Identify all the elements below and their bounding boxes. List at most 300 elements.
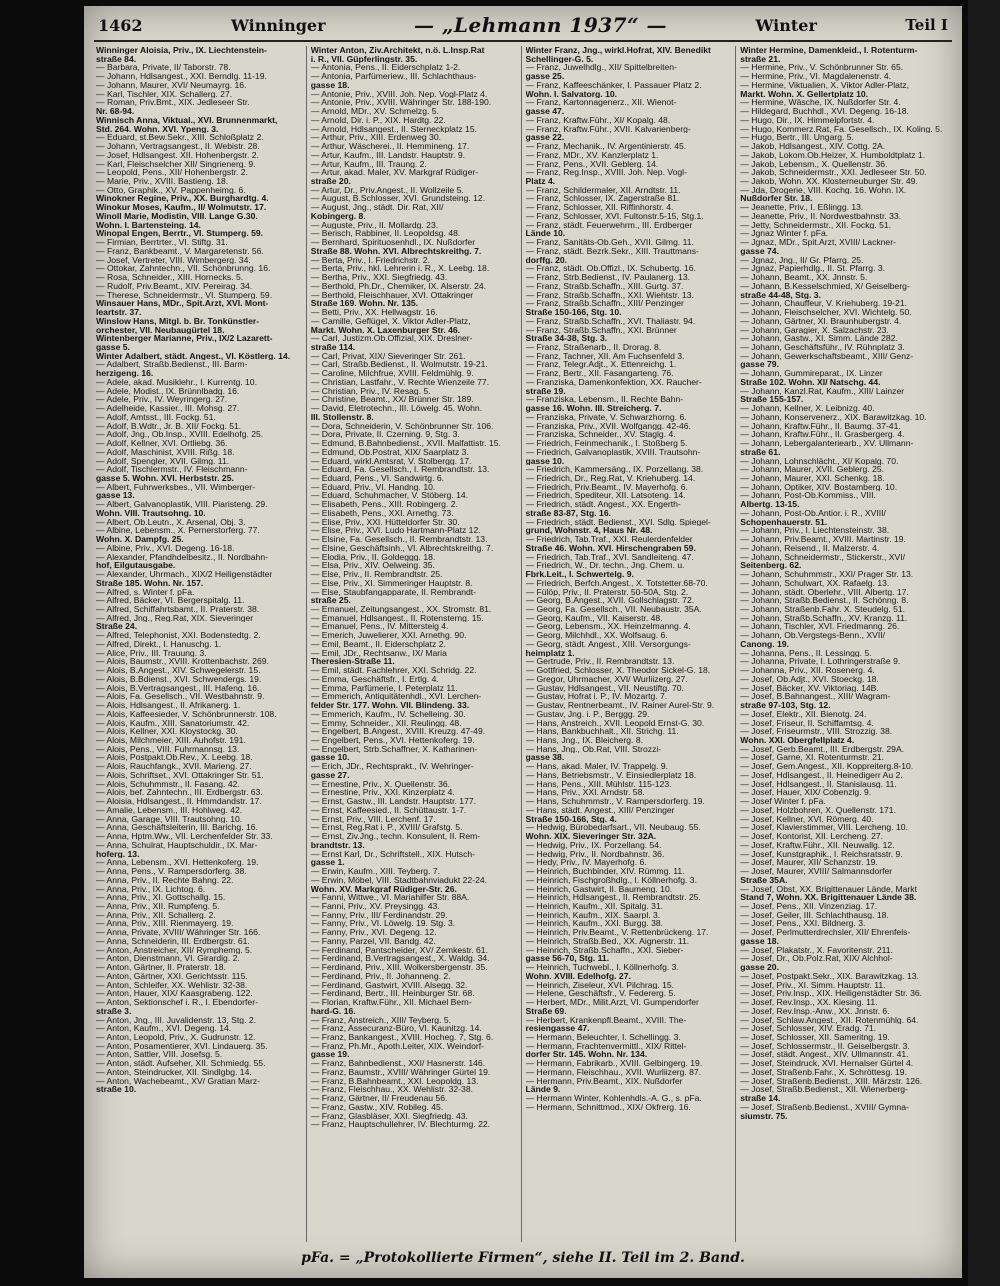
directory-entry-line: Wohn. I. Bartensteing. 14. [96, 220, 201, 230]
directory-entry-line: — Arnold, MDr., XV. Schmelzg. 5. [310, 107, 439, 116]
directory-entry-line: hof, Eilgutausgabe. [96, 561, 176, 571]
directory-entry-line: Wohn. I. Salvatorg. 10. [525, 89, 618, 99]
directory-entry-line: gasse 5. [96, 342, 130, 352]
directory-entry-line: — Josef, Maurer, XVIII/ Salmannsdorfer [740, 867, 893, 876]
directory-entry-line: — Alois, Rauchfangk., XVII. Marieng. 27. [96, 762, 252, 771]
directory-entry-line: — Ferdinand, Gastwirt, XVIII. Alsegg. 32. [310, 980, 468, 990]
directory-entry-line: — Alfred, Direkt., I. Hanuschg. 1. [96, 639, 222, 649]
directory-entry-line: gasse 10. [310, 753, 350, 763]
directory-entry-line: — Friedrich, Dr., Reg.Rat, V. Kriehuberg. 14. [525, 473, 696, 483]
directory-entry-line: — Caroline, Milchfrue, XVIII. Feldmühlg. 9. [310, 369, 474, 378]
directory-entry-line: Markt. Wohn. X. Gellertplatz 10. [740, 89, 869, 99]
directory-entry-line: — Josef, Kraftw.Führ., XII. Neuwallg. 12. [740, 840, 895, 850]
directory-entry-line: — Fanny, Parzel, VII. Bandg. 42. [310, 936, 436, 946]
directory-entry-line: — Anna, Garage, VIII. Trautsohng. 10. [96, 814, 243, 824]
directory-entry-line: — Franz, Bankangest., XVIII. Hocheg. 7, Stg. 6. [310, 1032, 494, 1042]
directory-entry-line: gasse 27. [310, 770, 350, 780]
directory-entry-line: Std. 264. Wohn. XVI. Ypeng. 3. [96, 124, 219, 134]
directory-entry-line: — Josef, Schlosser, XIV. Eradg. 71. [740, 1024, 877, 1033]
directory-entry-line: — Johann, Priv., I. Liechtensteinstr. 38. [740, 526, 890, 536]
directory-entry-line: — Franz, B.Bahnbeamt., XXI. Leopoldg. 13. [310, 1076, 479, 1086]
directory-entry-line: — Roman, Priv.Bmt., XIX. Jedleseer Str. [96, 98, 250, 108]
directory-entry-line: — Berthold, Ph.Dr., Chemiker, IX. Alserstr. 24. [310, 281, 487, 291]
directory-entry-line: — Alois, Kaufm., XIII. Sanatoriumstr. 42. [96, 718, 250, 728]
directory-entry-line: — Johanna, Pens., II. Lessingg. 5. [740, 648, 872, 658]
directory-entry-line: — Georg, Fa. Gesellsch., VII. Neubaustr. 35A. [525, 605, 702, 614]
directory-entry-line: — Elisabeth, Pens., XIII. Robingerg. 2. [310, 500, 458, 509]
directory-entry-line: — Franz, städt. Feuerwehrm., III. Erdberger [525, 220, 693, 230]
directory-entry-line: — Jetty, Schneidermstr., XII. Fockg. 51. [740, 220, 892, 230]
directory-entry-line: — Elsine, Geschäftsinh., VI. Albrechtskreithg. 7. [310, 543, 494, 553]
directory-entry-line: Schopenhauerstr. 51. [740, 517, 828, 527]
directory-entry-line: gasse 38. [525, 753, 565, 763]
directory-entry-line: — Betti, Priv., XX. Hellwagstr. 16. [310, 308, 438, 317]
directory-entry-line: — Johann, Gummireparat., IX. Linzer [740, 369, 883, 378]
directory-entry-line: straße 61. [740, 447, 781, 457]
directory-entry-line: — Albine, Lebensm., X. Pernerstorferg. 77. [96, 526, 260, 536]
directory-entry-line: — Anton, Anstreicher, XII/ Rymphemg. 5. [96, 945, 253, 955]
directory-entry-line: — Franz, Schlosser, XVI. Fultonstr.5-15, Stg.1. [525, 211, 704, 221]
directory-entry-line: — Anna, Priv., XII. Schallerg. 2. [96, 910, 216, 920]
directory-entry-line: — Johann, Lebergalanteriearb., XV. Ullmann- [740, 439, 914, 448]
directory-entry-line: — Ernestine, Priv., X. Quellenstr. 36. [310, 779, 451, 789]
directory-entry-line: — Johann, Schulwart, XX. Rafaelg. 13. [740, 578, 890, 588]
directory-entry-line: — Anton, Sattler, VIII. Josefsg. 5. [96, 1050, 223, 1060]
directory-entry-line: — Anton, Steindrucker, XII. Sindlgbg. 14. [96, 1067, 252, 1077]
directory-entry-line: — Karl, Fleischselcher XII/ Singrienerg. 9. [96, 159, 256, 169]
directory-entry-line: — Fülöp, Priv., II. Praterstr. 50-50A, Stg. 2. [525, 587, 689, 597]
directory-entry-line: — Franziska, Damenkonfektion, XX. Raucher- [525, 377, 702, 387]
directory-entry-line: — Josef, Gerb.Beamt., III. Erdbergstr. 29A. [740, 744, 905, 754]
directory-entry-line: — Alfred, Telephonist, XXI. Bodenstedtg. 2. [96, 631, 261, 640]
directory-entry-line: Straße 169. Wohn. Nr. 135. [310, 299, 419, 309]
directory-entry-line: — Engelbert, Strb.Schaffner, X. Katharinen- [310, 744, 478, 754]
directory-entry-line: — Arnold, Hdlsangest., II. Sterneckplatz 15. [310, 124, 477, 134]
directory-entry-line: — Anna, Schulrat, Hauptschuldir., IX. Mar- [96, 840, 258, 850]
directory-entry-line: — Johann, Post-Ob.Antior. i. R., XVIII/ [740, 508, 886, 518]
directory-entry-line: — Ferdinand, Priv., XIII. Wolkersbergenstr. 35. [310, 963, 488, 972]
directory-entry-line: — Gertrude, Priv., II. Rembrandtstr. 13. [525, 657, 675, 667]
directory-entry-line: — Johanna, Priv., XII. Rosenerg. 4. [740, 666, 875, 675]
directory-entry-line: — Adolf, Jng., Ob.Insp., XVIII. Edelhofg. 25. [96, 430, 264, 440]
directory-entry-line: — Therese, Schneidermstr., VI. Stumperg. 59. [96, 290, 273, 300]
directory-entry-line: — Franz, Bahnbedienst., XXI/ Hasnerstr. 146. [310, 1059, 486, 1068]
directory-entry-line: — Anton, Schleifer, XX. Wehlistr. 32-38. [96, 980, 248, 990]
directory-entry-line: — Emanuel, Pens., IV. Mittersteig 4. [310, 622, 449, 632]
directory-entry-line: — Rosa, Schneider., XIII. Hornecks. 5. [96, 273, 244, 282]
directory-entry-line: — Adolf, B.Wdtr., Jr. B. XII/ Fockg. 51. [96, 421, 242, 431]
directory-entry-line: Albertg. 13-15. [740, 500, 800, 509]
directory-entry-line: — Friedrich, Kammersäng., IX. Porzellang. 38. [525, 465, 704, 474]
directory-entry-line: — Alois, Baumstr., XVIII. Krottenbachstr. 269. [96, 657, 269, 667]
directory-entry-line: — Alois, Milchmeier, XIII. Auhofstr. 191. [96, 736, 246, 745]
directory-entry-line: Fbrk.Leit., I. Schwertelg. 9. [525, 570, 634, 579]
directory-entry-line: — Adolf, Kellner, XVI. Ortliebg. 36. [96, 439, 228, 448]
directory-entry-line: — Jgnaz, MDr., Spit.Arzt, XVIII/ Lackner- [740, 238, 896, 247]
directory-entry-line: — Johann, Schuhmmstr., XXI/ Prager Str. 13. [740, 570, 914, 579]
directory-entry-line: — Ottokar, Zahntechn., VII. Schönbrunng. 16. [96, 264, 271, 274]
directory-entry-line: — Johann, Straßenb.Fahr. X. Steudelg. 51. [740, 605, 906, 614]
directory-entry-line: — Franz, Kraftw.Führ., XVII. Kalvarienberg- [525, 124, 691, 134]
directory-entry-line: — Else, Priv., XI. Simmeringer Hauptstr. 8. [310, 578, 473, 588]
directory-entry-line: — Adolf, Spengler, XVII. Gilmg. 11. [96, 456, 230, 466]
directory-entry-line: — Friedrich, Galvanoplastik, XVIII. Trautsohn- [525, 447, 701, 457]
directory-entry-line: Nußdorfer Str. 18. [740, 194, 813, 204]
directory-entry-line: — Carl, Privat, XIX/ Sieveringer Str. 261. [310, 351, 466, 361]
directory-entry-line: — Fanny, Priv., III/ Ferdinandstr. 29. [310, 910, 448, 920]
directory-entry-line: — Franz, Gärtner, II/ Freudenau 56. [310, 1094, 448, 1103]
directory-entry-line: — Franz, Schildermaler, XII. Arndtstr. 11. [525, 185, 681, 195]
directory-entry-line: — Josef, Straßenb.Bedienst., XVIII/ Gymna- [740, 1102, 909, 1112]
directory-entry-line: — Engelbert, Pens., XVI. Hettenkoferg. 19. [310, 736, 475, 745]
directory-entry-line: — Jgnaz Winter f. pFa. [740, 229, 829, 239]
directory-entry-line: — Georg, B.Angest., XVII. Gollschlagstr. 72. [525, 596, 695, 605]
directory-entry-line: — Josef, Schlaw.Angest., XII. Rotenmühlg. 64. [740, 1015, 919, 1025]
directory-entry-line: — Eduard, Priv., VI. Handng. 10. [310, 482, 436, 492]
directory-entry-line: — Franziska, Schneider., XV. Staglg. 4. [525, 430, 676, 440]
directory-entry-line: — Ernst, Priv., VIII. Lerchenf. 17. [310, 814, 436, 824]
directory-entry-line: — Friedrich, Tab.Traf., XXI. Reulerdenfelder [525, 535, 693, 544]
directory-entry-line: — Hermine, Priv., VI. Magdalenenstr. 4. [740, 72, 892, 81]
directory-entry-line: straße 114. [310, 342, 356, 352]
directory-entry-line: — Johann, Maurer, XVI/ Neumayrg. 16. [96, 80, 247, 90]
directory-entry-line: — Josef, Steindruck, XVI. Hernalser Gürtel 4. [740, 1059, 914, 1068]
directory-entry-line: — Arthur, Wäscherei., II. Hemmineng. 17. [310, 142, 470, 151]
directory-entry-line: — Adalbert, Straßb.Bedienst., III. Barm- [96, 360, 248, 370]
directory-entry-line: Lände 9. [525, 1085, 561, 1095]
directory-entry-line: — Antonia, Parfümeriew., III. Schlachthaus- [310, 72, 477, 81]
directory-entry-line: — Friedrich, Tab.Traf., XVI. Sandleiteng. 47. [525, 552, 694, 562]
directory-entry-line: — Carl, Straßb.Bedienst., II. Wolmutstr. 19-21. [310, 360, 488, 370]
directory-entry-line: — Johann, Kanzl.Rat, Kaufm., XIII/ Lainzer [740, 386, 905, 396]
directory-entry-line: — Josef Winter f. pFa. [740, 797, 826, 806]
directory-entry-line: — August, Jng., städt. Dir. Rat, XII/ [310, 203, 444, 212]
directory-entry-line: dorfer Str. 145. Wohn. Nr. 134. [525, 1050, 648, 1060]
directory-entry-line: — Ernst, Kaffeesied., II. Schüttaustr. 1-7. [310, 805, 467, 815]
directory-entry-line: — Leopold, Pens., XII/ Hohenbergstr. 2. [96, 168, 248, 178]
directory-entry-line: — Hermann, Frachtenvermittl., XIX/ Rittel- [525, 1041, 687, 1051]
directory-entry-line: — Hermann, Priv.Beamt., XIX. Nußdorfer [525, 1076, 683, 1086]
directory-entry-line: — Hedy, Priv., IV. Mayerhofg. 6. [525, 858, 647, 868]
directory-entry-line: — Johann, Straßb.Bedienst., II. Schönng. 8. [740, 596, 909, 605]
directory-entry-line: — Heinrich, Fischgroßhdlg., I. Köllnerhofg. 3. [525, 875, 697, 885]
directory-entry-line: — Josef, Geiler, III. Schlachthausg. 18. [740, 910, 889, 920]
directory-entry-line: — Josef, Maurer, XII/ Schanzstr. 19. [740, 858, 878, 868]
directory-entry-line: — Ferdinand, Pantscheider, XV/ Zemkestr. 61. [310, 945, 488, 955]
directory-entry-line: — Alfred, s. Winter f. pFa. [96, 587, 195, 597]
directory-entry-line: — Edmund, B.Bahnbedienst., XVII. Malfattistr. 15. [310, 439, 501, 448]
directory-entry-line: siumstr. 75. [740, 1111, 788, 1121]
directory-entry-line: — Johann, Tischler, XVI. Friedmanng. 26. [740, 622, 900, 632]
directory-entry-line: — Georg, städt. Angest., XIII. Versorgungs- [525, 639, 691, 649]
directory-entry-line: Schellinger-G. 5. [525, 54, 594, 64]
directory-entry-line: — Alfred, Jng., Reg.Rat, XIX. Sieveringer [96, 613, 254, 623]
directory-entry-line: — Jgnaz, Jng., II/ Gr. Pfarrg. 25. [740, 255, 864, 265]
directory-entry-line: — Franz, Straßb.Schaffn., XXI. Brünner [525, 325, 677, 335]
directory-entry-line: — Johann, Priv.Beamt., XVIII. Martinstr. 19. [740, 535, 906, 544]
directory-entry-line: Wohn. VIII. Trautsohng. 10. [96, 508, 206, 518]
directory-entry-line: Straße 46. Wohn. XVI. Hirschengraben 59. [525, 543, 696, 553]
directory-entry-line: — Josef, Ob.Adjt., XVI. Stoeckg. 18. [740, 674, 879, 684]
directory-entry-line: — Josef, Kellner, XVI. Römerg. 40. [740, 814, 874, 824]
directory-entry-line: — Hedwig, Priv., IX. Porzellang. 54. [525, 840, 662, 850]
directory-entry-line: Winter Franz, Jng., wirkl.Hofrat, XIV. Benedikt [525, 46, 711, 55]
directory-entry-line: — Franz, Assecuranz-Büro, VI. Kaunitzg. 14. [310, 1024, 482, 1033]
directory-entry-line: — Josef, Kunstgraphik., I. Reichsratsstr. 9. [740, 849, 903, 859]
directory-entry-line: dorffg. 20. [525, 255, 568, 265]
directory-entry-line: Winoll Marie, Modistin, VIII. Lange G.30. [96, 211, 258, 221]
directory-entry-line: — Franz, Straßb.Schaffn., XXI. Wiehtstr. 13. [525, 290, 694, 300]
directory-entry-line: — Erwin, Kaufm., XIII. Teyberg. 7. [310, 867, 441, 876]
directory-entry-line: — Johann, Beamt., XX. Jnnstr. 5. [740, 273, 868, 282]
directory-entry-line: — Georg, Lebensm., XX. Heinzelmanng. 4. [525, 622, 691, 632]
directory-entry-line: — Engelbert, B.Angest., XVIII. Kreuzg. 47-49. [310, 727, 486, 737]
directory-entry-line: Wohn. X. Dampfg. 25. [96, 535, 184, 544]
directory-entry-line: — Else, Priv., II. Rembrandtstr. 25. [310, 570, 443, 579]
directory-entry-line: — Georg, Milchhdl., XX. Wolfsaug. 6. [525, 631, 668, 640]
directory-entry-line: — Artur, Kaufm., III. Traung. 2. [310, 159, 427, 169]
directory-entry-line: — David, Eletrotechn., III. Löwelg. 45. Wohn. [310, 404, 483, 413]
entry-columns [96, 46, 950, 1242]
directory-entry-line: — Hans, Jng., IX. Bleicherg. 8. [525, 736, 644, 745]
directory-entry-line: — Franz, Bankbeamt., V. Margaretenstr. 56. [96, 246, 264, 256]
directory-entry-line: — Johann, Gewerkschaftsbeamt., XIII/ Genz- [740, 351, 914, 361]
directory-entry-line: — Franz, städt. Ob.Offizl., IX. Schubertg. 16. [525, 264, 696, 274]
directory-entry-line: straße 25. [310, 596, 351, 605]
directory-entry-line: — Hans, Anstreich., XVII. Leopold Ernst-G. 30. [525, 718, 705, 728]
directory-entry-line: — Adele, Priv., IV. Weyringerg. 27. [96, 395, 228, 405]
directory-entry-line: — Elisabeth, Pens., XXI. Arnethg. 73. [310, 508, 454, 518]
directory-entry-line: Straße 102. Wohn. XI/ Natschg. 44. [740, 377, 881, 387]
column-3 [526, 46, 737, 1242]
header-rule [94, 40, 952, 42]
directory-entry-line: — Eduard, wirkl.Amtsrat, V. Stolbergg. 17. [310, 456, 472, 466]
directory-entry-line: — Josef, Friseurmstr., VIII. Strozzig. 38. [740, 727, 893, 737]
directory-entry-line: — Josef, Obst, XX. Brigittenauer Lände, Markt [740, 884, 917, 894]
directory-entry-line: — Emil, Beamt., II. Eiderschplatz 2. [310, 639, 446, 649]
directory-entry-line: — Albert, Fuhrwerksbes., VII. Wimberger- [96, 482, 256, 492]
directory-entry-line: — Josef, Bäcker, XV. Viktoriag. 14B. [740, 683, 879, 693]
directory-entry-line: — Adolf, Amtsst., III. Fockg. 51. [96, 412, 216, 422]
directory-entry-line: — Anna, Priv., XIII. Rienmayerg. 19. [96, 919, 234, 929]
directory-entry-line: — Johann, Kraftw.Führ., II. Baumg. 37-41. [740, 421, 901, 431]
directory-entry-line: — Anton, Gärtner, XXI. Gerichtsstr. 115. [96, 971, 248, 981]
directory-entry-line: — Auguste, Priv., II. Mollardg. 23. [310, 220, 439, 230]
directory-entry-line: — Jakob, Wohn. XX. Klosterneuburger Str. 49. [740, 177, 918, 186]
directory-entry-line: — Johann, Geschäftsführ., IV. Rühnplatz 3. [740, 342, 905, 352]
directory-entry-line: — Elodia, Priv., II. Goldeggg. 18. [310, 552, 436, 562]
directory-entry-line: — Georg, Kaufm., VII. Kaiserstr. 48. [525, 613, 663, 623]
directory-entry-line: gasse 18. [740, 936, 779, 946]
directory-entry-line: — Hugo, Dir., IX. Himmelpfortstr. 4. [740, 115, 875, 125]
directory-entry-line: — Eduard, Fa. Gesellsch., I. Rembrandtstr. 13. [310, 465, 490, 474]
directory-entry-line: — Fanny, Priv., VI. Löwelg. 19. Stg. 3. [310, 919, 456, 929]
directory-entry-line: — Friedrich, W., Dr. techn., Jng. Chem. u. [525, 561, 685, 571]
publication-title: — „Lehmann 1937“ — [413, 13, 668, 37]
directory-entry-line: Stand 7, Wohn. XX. Brigittenauer Lände 38. [740, 893, 917, 902]
directory-entry-line: — Josef, B.Bahnangest., XIII/ Wagram- [740, 692, 891, 702]
directory-entry-line: — Franz, Anstreich., XIII/ Teyberg. 5. [310, 1015, 452, 1025]
directory-entry-line: — Johann, Maurer, XXI. Schenkg. 18. [740, 473, 885, 483]
directory-entry-line: — Johann, Schneidermstr., Stickerstr., XVI/ [740, 552, 906, 562]
directory-entry-line: — Bernhard, Spirituosenhdl., IX. Nußdorfer [310, 238, 476, 247]
directory-entry-line: — Anna, Lebensm., XVI. Hettenkoferg. 19. [96, 858, 259, 868]
directory-entry-line: gasse 47. [525, 107, 565, 116]
directory-entry-line: — Josef, Straßenb.Bedienst., XIII. Märzstr. 126. [740, 1076, 923, 1086]
directory-entry-line: Nr. 68-94. [96, 107, 135, 116]
directory-entry-line: — Hildegard, Buchhdl., XVI. Degeng. 16-18. [740, 107, 909, 116]
directory-entry-line: — Ernst, Gastw., III. Landstr. Hauptstr. 177. [310, 797, 477, 806]
directory-entry-line: — Johann, Gärtner, XI. Braunhubergstr. 4. [740, 316, 902, 326]
directory-entry-line: Straße 69. [525, 1006, 567, 1016]
directory-entry-line: gasse 79. [740, 360, 779, 370]
directory-entry-line: — Johann, Vertragsangest., II. Webistr. 28. [96, 142, 260, 151]
directory-entry-line: gasse 10. [525, 456, 565, 466]
directory-entry-line: straße 97-103, Stg. 12. [740, 701, 831, 710]
directory-entry-line: Kobingerg. 8. [310, 211, 366, 221]
footer-note: pFa. = „Protokollierte Firmen“, siehe II. Teil im 2. Band. [301, 1250, 745, 1266]
directory-entry-line: Canong. 19. [740, 639, 789, 649]
directory-entry-line: — Heinrich, Ziseleur, XVI. Pilchrag. 15. [525, 980, 675, 990]
directory-entry-line: — Fanny, Priv., XVI. Degeng. 12. [310, 928, 437, 937]
directory-entry-line: — Emil, städt. Fachlehrer, XXI. Schridg. 22. [310, 666, 477, 675]
directory-entry-line: — Adele, Modist., IX. Brünnlbadg. 16. [96, 386, 240, 396]
directory-entry-line: — Josef, Rev.Insp.-Anw., XX. Jnnstr. 6. [740, 1006, 890, 1016]
directory-entry-line: — Josef, Schlossermstr., II. Geiselbergstr. 3. [740, 1041, 910, 1051]
directory-entry-line: — Johanna, Private, I. Lothringerstraße 9. [740, 657, 901, 667]
directory-entry-line: — Josef, Perlmutterdrechsler, XII/ Ehrenfels- [740, 928, 911, 937]
directory-entry-line: — Ernestine, Priv., XXI. Kinzerplatz 4. [310, 788, 455, 798]
directory-entry-line: — Josef, Hauer, XIX/ Cobenzlg. 9. [740, 788, 872, 798]
directory-entry-line: — Jakob, Lebensm., X. Quellenstr. 36. [740, 159, 888, 169]
directory-entry-line: grund, Wohnstr. 4, Haus Nr. 48. [525, 526, 653, 536]
directory-entry-line: — Franz, Straßenarb., II. Drorag. 8. [525, 342, 662, 352]
directory-entry-line: — Alexander, Uhrmach., XIX/2 Heiligenstädter [96, 570, 273, 579]
directory-entry-line: Straße 24. [96, 622, 138, 632]
directory-entry-line: — Adele, akad. Musiklehr., I. Kurrentg. 10. [96, 377, 257, 387]
directory-entry-line: — Christine, Beamt., XX/ Brünner Str. 189. [310, 395, 474, 405]
directory-entry-line: — Anna, Priv., II. Rechte Bahng. 22. [96, 875, 234, 885]
directory-entry-line: — Franz, Strb.Bedienst., IV. Paulanerg. 13. [525, 273, 690, 282]
directory-entry-line: — Anton, städt. Aufseher, XII. Schmiedg. 55. [96, 1059, 266, 1068]
column-1 [96, 46, 307, 1242]
directory-entry-line: resiengasse 47. [525, 1024, 590, 1033]
directory-entry-line: — Hans, Jng., Ob.Rat, VIII. Strozzi- [525, 744, 662, 754]
directory-entry-line: straße 20. [310, 177, 351, 186]
directory-entry-line: — Johann, Lohnschlächt., XI/ Kopalg. 70. [740, 456, 899, 466]
directory-entry-line: — Johann, Post-Ob.Kommiss., VIII. [740, 491, 876, 501]
directory-entry-line: — Erich, JDr., Rechtsprakt., IV. Wehringer- [310, 762, 474, 771]
directory-entry-line: gasse 19. [310, 1050, 350, 1060]
directory-entry-line: — Ferdinand, Bertr., III. Heinburger Str. 68. [310, 989, 475, 999]
directory-entry-line: — Albert, Galvanoplastik, VIII. Piaristeng. 29. [96, 500, 268, 509]
directory-entry-line: gasse 22. [525, 133, 565, 143]
directory-entry-line: — Fanni, Wittwe., VI. Mariahilfer Str. 88A. [310, 893, 470, 902]
directory-entry-line: Straße 34-38, Stg. 3. [525, 334, 608, 343]
directory-entry-line: — Johann, Fleischselcher, XVI. Wichtelg. 50. [740, 308, 912, 317]
directory-entry-line: — Dora, Schneiderin, V. Schönbrunner Str. 106. [310, 421, 494, 431]
directory-entry-line: — Johann, Hdlsangest., XXI. Berndlg. 11-19. [96, 72, 267, 81]
directory-entry-line: — Anna, Priv., IX. Lichtog. 6. [96, 884, 206, 894]
directory-entry-line: — Heinrich, Buchbinder, XIV. Rümmg. 11. [525, 867, 685, 876]
directory-page [84, 6, 962, 1278]
directory-entry-line: — Josef, Vertreter, VIII. Wimbergerg. 34. [96, 255, 251, 265]
directory-entry-line: — Gottfried, Schlosser, X. Theodor Sickel-G. 18. [525, 666, 711, 675]
directory-entry-line: — Josef, Holzbohren, X. Quellenstr. 171. [740, 805, 896, 815]
directory-entry-line: — Franz, Glasbläser, XXI. Siegfriedg. 43. [310, 1111, 468, 1121]
directory-entry-line: — Firmian, Berrtrter., VI. Stiftg. 31. [96, 238, 228, 247]
directory-entry-line: — Hermine, Wäsche, IX. Nußdorfer Str. 4. [740, 98, 901, 108]
directory-entry-line: — Fanni, Priv., XV. Preysingg. 43. [310, 901, 440, 911]
directory-entry-line: — Franz, Bertr., XII. Fasangarteng. 76. [525, 369, 674, 378]
directory-entry-line: — Anton, Jng., III. Juvalidenstr. 13, Stg. 2. [96, 1015, 257, 1025]
directory-entry-line: hoferg. 13. [96, 849, 140, 859]
directory-entry-line: — Florian, Kraftw.Führ., XII. Michael Bern- [310, 998, 472, 1007]
directory-entry-line: — Alois, Pens., VIII. Fuhrmannsg. 13. [96, 744, 240, 754]
directory-entry-line: — Alfred, Bäcker, VI. Bergerspitalg. 11. [96, 596, 245, 605]
directory-entry-line: — Josef, Gem.Angest., XII. Koppreiterg.8-10. [740, 762, 914, 771]
directory-entry-line: — Hedwig, Bürobedarfsart., VII. Neubaug. 55. [525, 823, 701, 833]
directory-entry-line: — Erwin, Möbel, VIII. Stadtbahnviadukt 22-24. [310, 875, 488, 885]
directory-entry-line: — Alois, Postpakt.Ob.Rev., X. Leebg. 18. [96, 753, 253, 763]
directory-entry-line: — Josef, Hdlsangest. XII. Hohenbergstr. 2. [96, 150, 259, 160]
directory-entry-line: — Franz, Telegr.Adjt., X. Ettenreichg. 1. [525, 360, 677, 370]
directory-entry-line: — Johann, Garagier, X. Salzachstr. 23. [740, 325, 889, 335]
directory-entry-line: — Franz, Straßb.Schaffn., XIII/ Penzinger [525, 299, 684, 309]
directory-entry-line: — Heinrich, Straßb.Schaffn., XXI. Sieber- [525, 945, 684, 955]
directory-entry-line: gasse 56-70, Stg. 11. [525, 954, 610, 964]
directory-entry-line: — Jakob, Lokom.Ob.Heizer, X. Humboldtplatz 1. [740, 150, 926, 160]
directory-entry-line: — Johann, städt. Oberlehr., VIII. Albertg. 17. [740, 587, 909, 597]
directory-entry-line: straße 10. [96, 1085, 137, 1095]
directory-entry-line: — Johann, Maurer, XVII. Geblerg. 25. [740, 465, 885, 474]
directory-entry-line: — Alois, Schriftset., XVI. Ottakringer Str. 51. [96, 770, 264, 780]
directory-entry-line: — Franz, städt. Bezrk.Sekr., XIII. Trauttmans- [525, 246, 699, 256]
directory-entry-line: — Heinrich, Tuchwebl., I. Köllnerhofg. 3. [525, 963, 679, 972]
directory-entry-line: straße 14. [740, 1094, 781, 1103]
directory-entry-line: — Franz, Hauptschullehrer, IV. Blechturmg. 22. [310, 1120, 491, 1130]
directory-entry-line: straße 19. [525, 386, 566, 396]
directory-entry-line: — Arthur, Priv., XIII. Erdenweg 30. [310, 133, 441, 143]
directory-entry-line: — Johann, Gastw., XI. Simm. Lände 282. [740, 334, 898, 343]
directory-entry-line: — Herbert, MDr., Milit.Arzt, VI. Gumpendorfer [525, 998, 699, 1007]
directory-entry-line: — Karl, Tischler, XIX. Schallerg. 27. [96, 89, 233, 99]
directory-entry-line: Winsauer Hans, MDr., Spit.Arzt, XVI. Mont- [96, 299, 269, 309]
directory-entry-line: — Franziska, Lebensm., II. Rechte Bahn- [525, 395, 684, 405]
directory-entry-line: — Christian, Lastfahr., V. Rechte Wienzeile 77. [310, 377, 490, 387]
directory-entry-line: — Josef, Pens., XXI. Bildnerg. 3. [740, 919, 866, 929]
directory-entry-line: — Berthold, Fleischhauer, XVI. Ottakringer [310, 290, 474, 300]
directory-entry-line: — Franz, Kaffeeschänker, I. Passauer Platz 2. [525, 80, 702, 90]
directory-entry-line: — Amalie, Lebensm., III. Hohlweg. 42. [96, 805, 243, 815]
directory-entry-line: — Anton, Gärtner, II. Praterstr. 18. [96, 963, 226, 972]
directory-entry-line: — Herbert, Krankenpfl.Beamt., XVIII. The- [525, 1015, 687, 1025]
directory-entry-line: — Gregor, Uhrmacher, XVI/ Wurliizerg. 27. [525, 674, 688, 684]
directory-entry-line: — Josef, Rev.Insp., XX. Kiesing. 11. [740, 998, 878, 1007]
directory-entry-line: — Franz, Straßb.Schaffn., XIII. Gurtg. 37. [525, 281, 684, 291]
directory-entry-line: herzigeng. 16. [96, 369, 154, 378]
directory-entry-line: — Alice, Priv., III. Trauung. 3. [96, 648, 207, 658]
directory-entry-line: gasse 18. [310, 80, 350, 90]
directory-entry-line: — Franz, MDr., XV. Kanzlerplatz 1. [525, 150, 659, 160]
directory-entry-line: — Carl, Justizm.Ob.Offizial, XIX. Dreslner- [310, 334, 473, 343]
directory-entry-line: — Arnold, Dir. i. P., XIX. Hardtg. 22. [310, 115, 446, 125]
directory-entry-line: — Franz, Schlosser, IX. Zagerstraße 81. [525, 194, 680, 204]
directory-entry-line: — Alois, Kellner, XXI. Kloystockg. 30. [96, 727, 238, 737]
directory-entry-line: — August, B.Schlosser, XVI. Grundsteing. 12. [310, 194, 486, 204]
page-number: 1462 [98, 15, 143, 35]
directory-entry-line: Winter Hermine, Damenkleid., I. Rotenturm- [740, 46, 918, 55]
